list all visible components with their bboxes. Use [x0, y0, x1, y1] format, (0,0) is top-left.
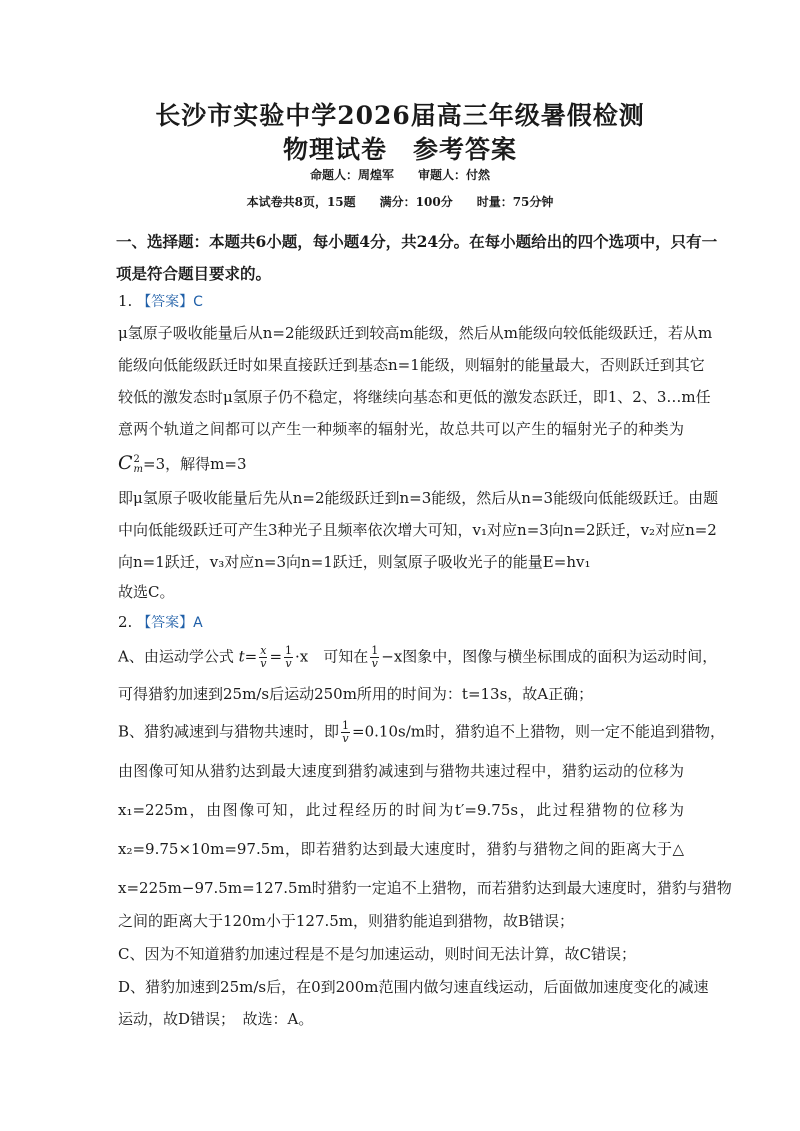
q2-option-b-line1 — [118, 719, 725, 745]
fraction-den: v — [260, 657, 267, 670]
formula-t: t — [238, 647, 245, 666]
fraction-den: v — [371, 657, 378, 670]
q2-answer-letter: A — [193, 615, 203, 631]
q1-answer-tag: 【答案】 — [137, 294, 194, 310]
q2-option-a-line2: 可得猎豹加速到25m/s后运动250m所用的时间为：t=13s，故A正确； — [118, 685, 594, 703]
fraction-1-over-v-axis — [370, 645, 379, 670]
q1-number: 1. — [118, 292, 133, 310]
fraction-num: x — [260, 644, 267, 657]
exam-title: 长沙市实验中学2026届高三年级暑假检测 — [155, 101, 645, 130]
q1-answer-line — [118, 291, 684, 311]
fraction-num: 1 — [342, 719, 350, 732]
fraction-1-over-v-b — [341, 720, 350, 745]
q2-option-b-line3: x₁=225m，由图像可知，此过程经历的时间为t′=9.75s，此过程猎物的位移为 — [118, 801, 684, 819]
combination-indices — [134, 455, 143, 475]
q1-text-line1: μ氢原子吸收能量后从n=2能级跃迁到较高m能级，然后从m能级向较低能级跃迁，若从m — [118, 324, 713, 342]
q1-text-line4: 意两个轨道之间都可以产生一种频率的辐射光，故总共可以产生的辐射光子的种类为 — [118, 420, 684, 438]
q2-option-c: C、因为不知道猎豹加速过程是不是匀加速运动，则时间无法计算，故C错误； — [118, 945, 636, 963]
q2-a-prefix: A、由运动学公式 — [118, 647, 234, 666]
combination-sub: m — [133, 464, 144, 475]
q1-text-line2: 能级向低能级跃迁时如果直接跃迁到基态n=1能级，则辐射的能量最大，否则跃迁到其它 — [118, 356, 705, 374]
q1-text-line3: 较低的激发态时μ氢原子仍不稳定，将继续向基态和更低的激发态跃迁，即1、2、3…m任 — [118, 388, 711, 406]
q2-option-b-line6: 之间的距离大于120m小于127.5m，则猎豹能追到猎物，故B错误； — [118, 912, 575, 930]
authors-line: 命题人：周煌军 审题人：付然 — [309, 168, 490, 182]
q2-option-b-line5: x=225m−97.5m=127.5m时猎豹一定追不上猎物，而若猎豹达到最大速度时，猎豹与猎物 — [118, 879, 732, 897]
q2-option-b-line2: 由图像可知从猎豹达到最大速度到猎豹减速到与猎物共速过程中，猎豹运动的位移为 — [118, 762, 684, 780]
combination-sup: 2 — [133, 454, 140, 465]
formula-eq: = — [244, 647, 258, 666]
fraction-x-over-v — [259, 645, 267, 670]
fraction-1-over-v — [284, 645, 293, 670]
q2-b-prefix: B、猎豹减速到与猎物共速时，即 — [118, 722, 340, 741]
section-heading-line1: 一、选择题：本题共6小题，每小题4分，共24分。在每小题给出的四个选项中，只有一 — [116, 232, 718, 251]
q1-conclusion: 故选C。 — [118, 583, 175, 601]
fraction-num: 1 — [371, 644, 379, 657]
q2-a-post: −x图象中，图像与横坐标围成的面积为运动时间， — [381, 647, 718, 666]
exam-info-line: 本试卷共8页，15题 满分：100分 时量：75分钟 — [246, 195, 554, 209]
q2-option-b-line4: x₂=9.75×10m=97.5m，即若猎豹达到最大速度时，猎豹与猎物之间的距离大于△ — [118, 840, 684, 858]
q2-answer-line — [118, 612, 684, 632]
q1-solve-text: ，解得m=3 — [165, 455, 247, 473]
q2-option-d-line1: D、猎豹加速到25m/s后，在0到200m范围内做匀速直线运动，后面做加速度变化的减速 — [118, 978, 709, 996]
q2-a-mid: ·x 可知在 — [295, 647, 369, 666]
q2-number: 2. — [118, 613, 133, 631]
fraction-num: 1 — [285, 644, 293, 657]
fraction-den: v — [342, 732, 349, 745]
q2-answer-tag: 【答案】 — [137, 615, 194, 631]
q1-formula-line — [118, 452, 684, 475]
q1-answer-letter: C — [193, 294, 203, 310]
q2-b-post: =0.10s/m时，猎豹追不上猎物，则一定不能追到猎物， — [352, 722, 725, 741]
q2-option-a-line1 — [118, 644, 718, 670]
combination-symbol: C — [118, 452, 133, 474]
q1-text-line8: 向n=1跃迁，v₃对应n=3向n=1跃迁，则氢原子吸收光子的能量E=hv₁ — [118, 553, 591, 571]
q2-option-d-line2: 运动，故D错误； 故选：A。 — [118, 1010, 314, 1028]
fraction-den: v — [285, 657, 292, 670]
section-heading-line2: 项是符合题目要求的。 — [116, 264, 272, 283]
q1-text-line7: 中向低能级跃迁可产生3种光子且频率依次增大可知，v₁对应n=3向n=2跃迁，v₂对应n=2 — [118, 521, 717, 539]
combination-equals: =3 — [143, 455, 166, 473]
formula-eq2: = — [269, 647, 283, 666]
exam-subtitle: 物理试卷 参考答案 — [282, 135, 517, 164]
q1-text-line6: 即μ氢原子吸收能量后先从n=2能级跃迁到n=3能级，然后从n=3能级向低能级跃迁。由题 — [118, 489, 719, 507]
